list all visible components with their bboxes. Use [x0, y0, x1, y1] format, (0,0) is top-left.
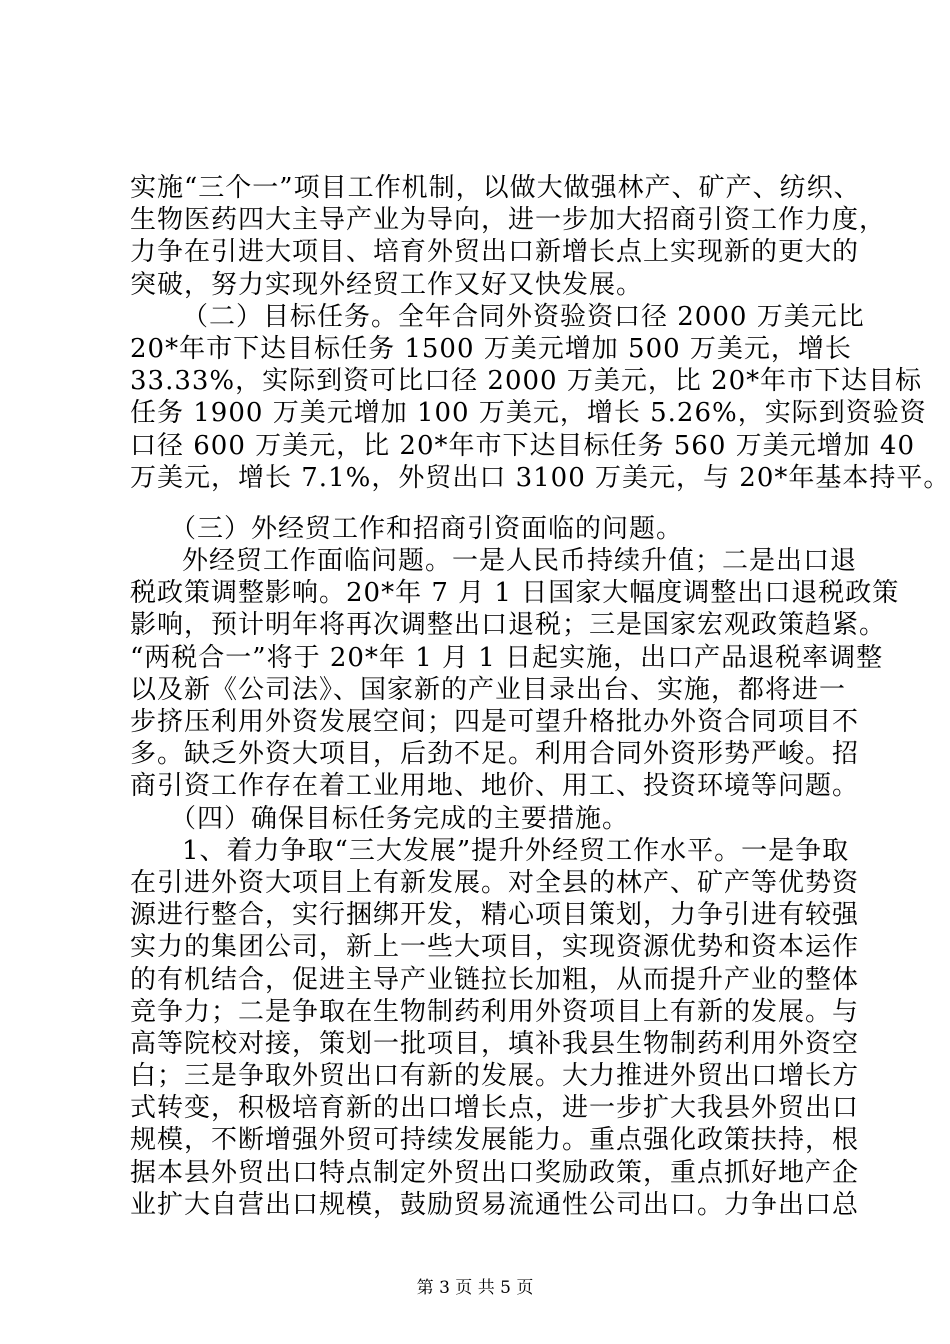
text-line: 任务 1900 万美元增加 100 万美元，增长 5.26%，实际到资验资: [130, 398, 927, 429]
paragraph-problems: [130, 545, 900, 803]
section-heading-problems: [130, 513, 830, 545]
paragraph-strategy: [130, 172, 887, 301]
text-line: “两税合一”将于 20*年 1 月 1 日起实施，出口产品退税率调整: [130, 642, 884, 673]
document-body: [130, 172, 950, 1221]
text-line: 在引进外资大项目上有新发展。对全县的林产、矿产等优势资: [130, 867, 860, 898]
text-line: 外经贸工作面临问题。一是人民币持续升值；二是出口退: [182, 546, 858, 577]
paragraph-measures: [130, 835, 860, 1221]
text-line: 业扩大自营出口规模，鼓励贸易流通性公司出口。力争出口总: [130, 1189, 860, 1220]
text-line: 规模，不断增强外贸可持续发展能力。重点强化政策扶持，根: [130, 1125, 860, 1156]
text-line: 20*年市下达目标任务 1500 万美元增加 500 万美元，增长: [130, 333, 852, 364]
paragraph-gap: [130, 494, 830, 513]
text-line: （二）目标任务。全年合同外资验资口径 2000 万美元比: [182, 301, 865, 332]
section-heading: （四）确保目标任务完成的主要措施。: [170, 803, 630, 834]
text-line: 白；三是争取外贸出口有新的发展。大力推进外贸出口增长方: [130, 1061, 860, 1092]
paragraph-targets: [130, 301, 950, 494]
text-line: 式转变，积极培育新的出口增长点，进一步扩大我县外贸出口: [130, 1093, 860, 1124]
text-line: 的有机结合，促进主导产业链拉长加粗，从而提升产业的整体: [130, 964, 860, 995]
text-line: 万美元，增长 7.1%，外贸出口 3100 万美元，与 20*年基本持平。: [130, 462, 950, 493]
text-line: 以及新《公司法》、国家新的产业目录出台、实施，都将进一: [130, 674, 847, 705]
text-line: 实施“三个一”项目工作机制，以做大做强林产、矿产、纺织、: [130, 173, 861, 203]
text-line: 影响，预计明年将再次调整出口退税；三是国家宏观政策趋紧。: [130, 610, 887, 641]
text-line: 据本县外贸出口特点制定外贸出口奖励政策，重点抓好地产企: [130, 1157, 860, 1188]
text-line: 突破，努力实现外经贸工作又好又快发展。: [130, 269, 644, 300]
text-line: 33.33%，实际到资可比口径 2000 万美元，比 20*年市下达目标: [130, 366, 923, 397]
section-heading-measures: [130, 803, 830, 835]
text-line: 竞争力；二是争取在生物制药利用外资项目上有新的发展。与: [130, 996, 860, 1027]
text-line: 1、着力争取“三大发展”提升外经贸工作水平。一是争取: [182, 835, 850, 866]
text-line: 生物医药四大主导产业为导向，进一步加大招商引资工作力度，: [130, 205, 887, 236]
section-heading: （三）外经贸工作和招商引资面临的问题。: [170, 513, 684, 544]
text-line: 步挤压利用外资发展空间；四是可望升格批办外资合同项目不: [130, 707, 860, 737]
text-line: 税政策调整影响。20*年 7 月 1 日国家大幅度调整出口退税政策: [130, 578, 900, 609]
text-line: 多。缺乏外资大项目，后劲不足。利用合同外资形势严峻。招: [130, 739, 860, 770]
text-line: 实力的集团公司，新上一些大项目，实现资源优势和资本运作: [130, 932, 860, 963]
text-line: 高等院校对接，策划一批项目，填补我县生物制药利用外资空: [130, 1028, 860, 1059]
text-line: 口径 600 万美元，比 20*年市下达目标任务 560 万美元增加 40: [130, 430, 916, 461]
page-number-footer: 第 3 页 共 5 页: [416, 1278, 534, 1298]
text-line: 力争在引进大项目、培育外贸出口新增长点上实现新的更大的: [130, 237, 860, 268]
text-line: 源进行整合，实行捆绑开发，精心项目策划，力争引进有较强: [130, 900, 860, 931]
text-line: 商引资工作存在着工业用地、地价、用工、投资环境等问题。: [130, 771, 860, 802]
